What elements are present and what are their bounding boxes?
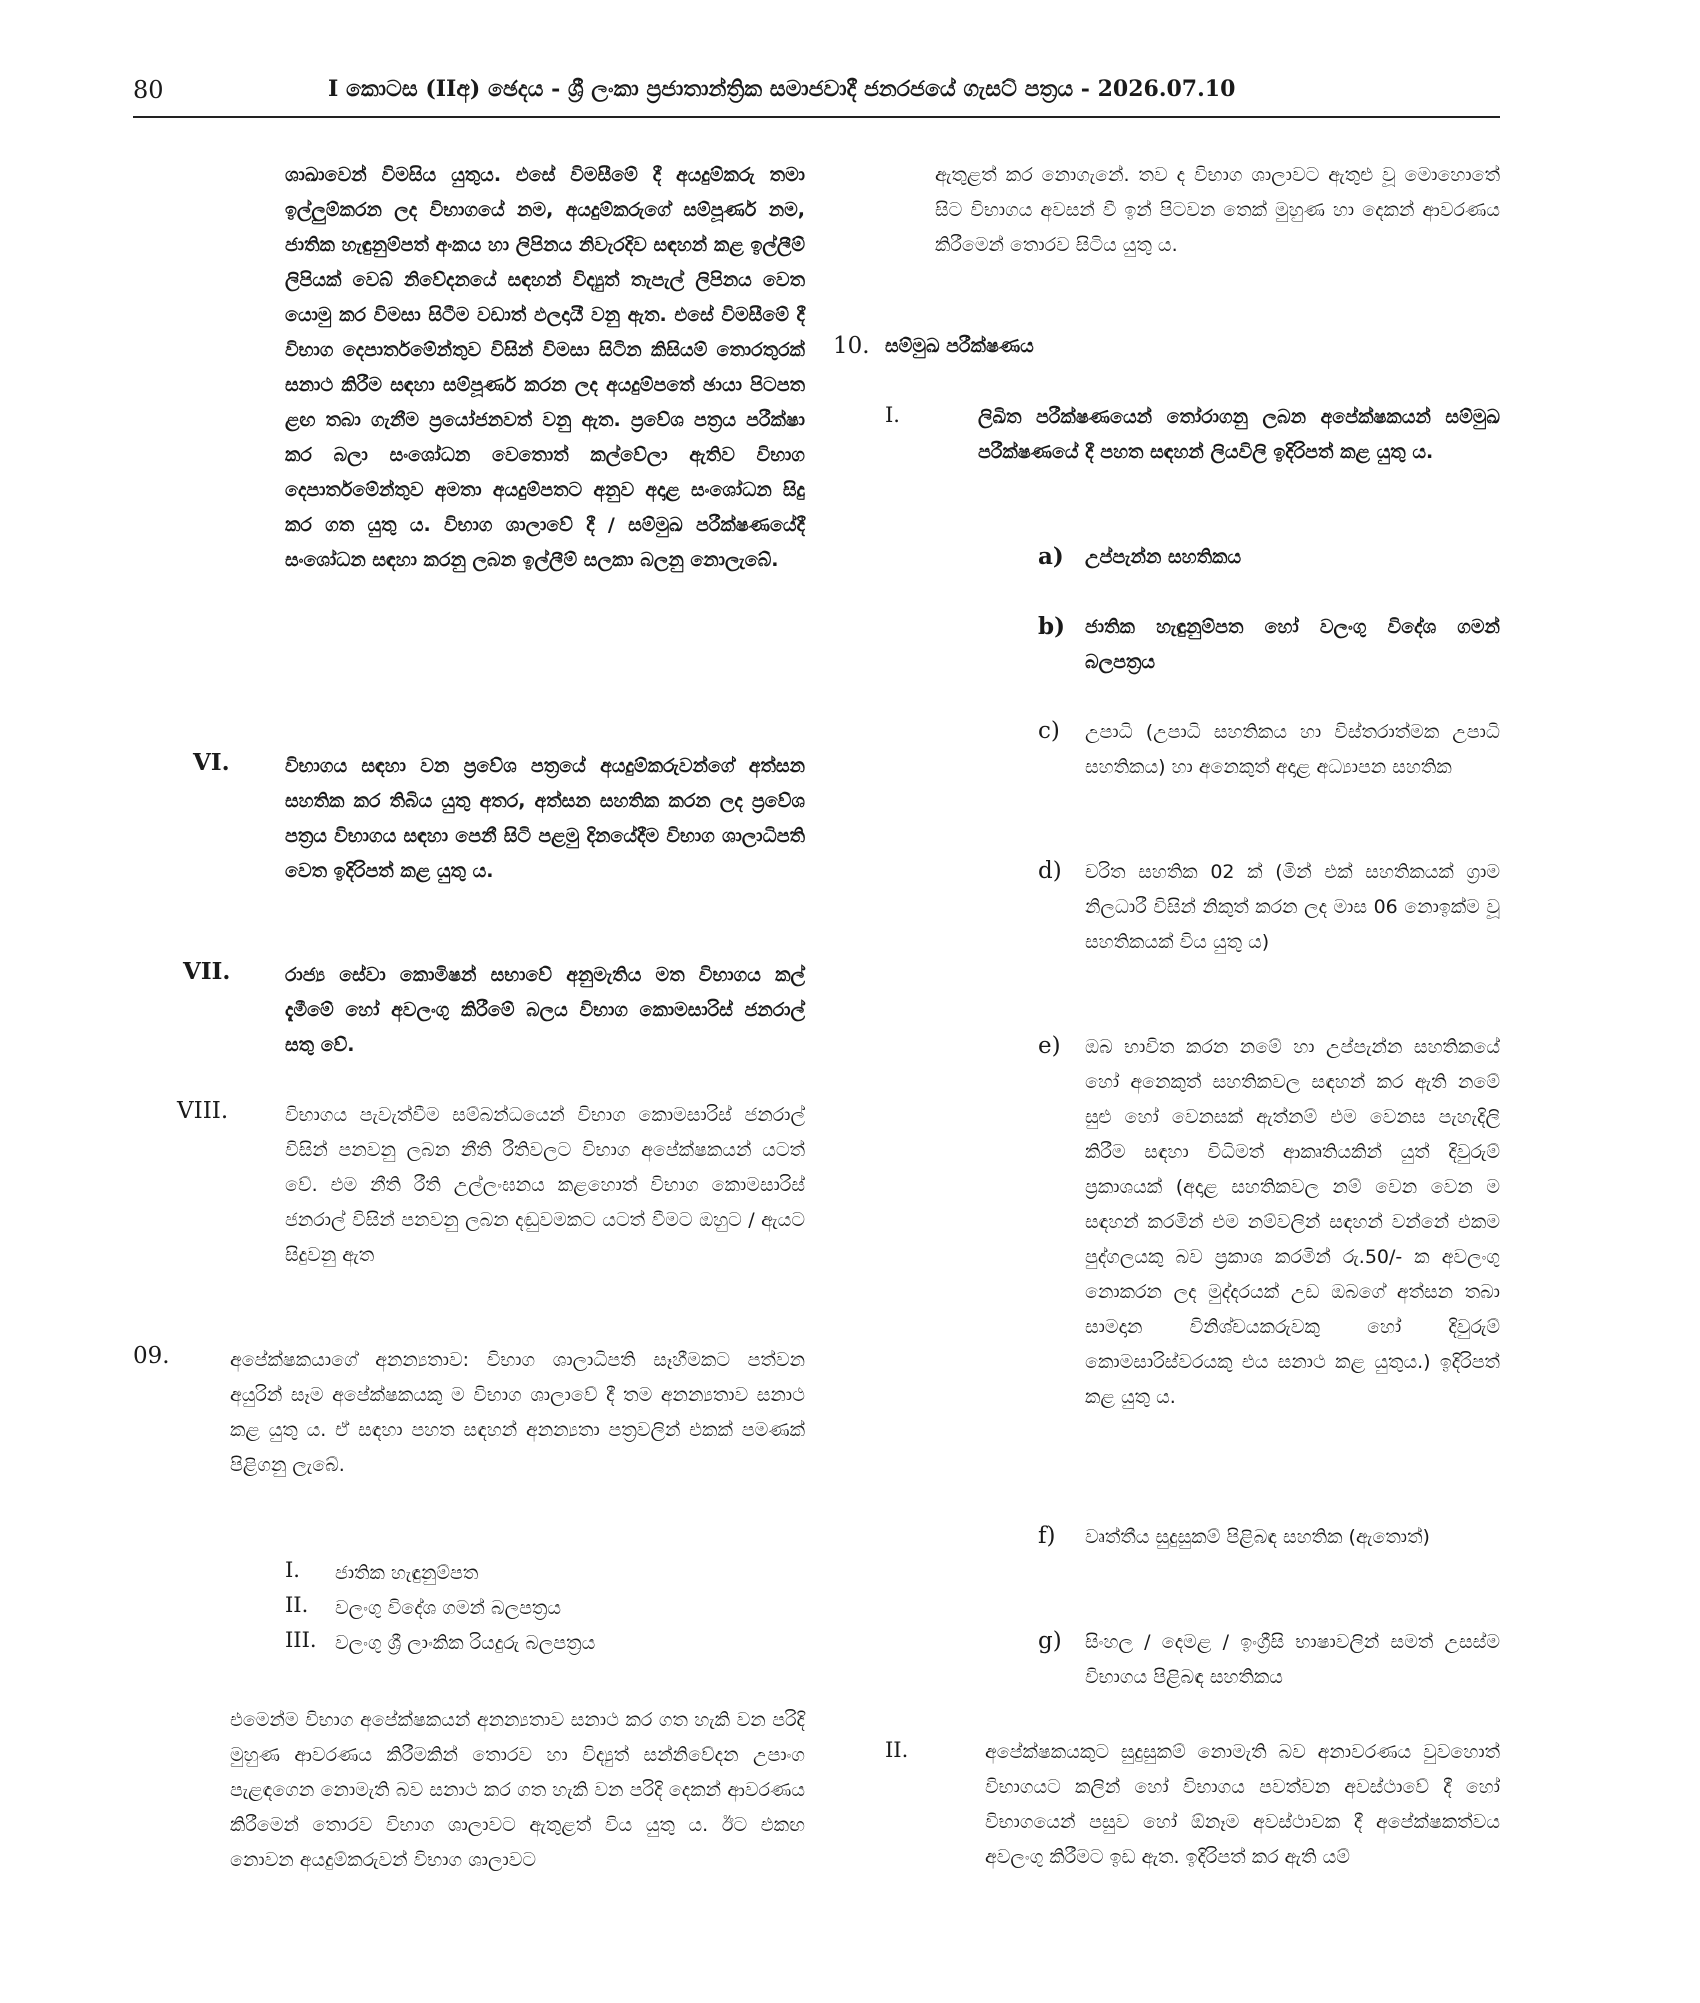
doc-item-label: b) [1038, 613, 1065, 640]
doc-item-text: උපාධි (උපාධි සහතිකය හා විස්තරාත්මක උපාධි සහතිකය) හා අනෙකුත් අදාළ අධ්‍යාපන සහතික [1085, 721, 1500, 778]
doc-item-label: a) [1038, 543, 1064, 570]
section-10-number: 10. [833, 333, 870, 359]
id-list-item: ජාතික හැඳුනුම්පත [335, 1562, 479, 1584]
section-viii-text: විභාගය පැවැත්වීම සම්බන්ධයෙන් විභාග කොමසාරිස් ජනරාල් විසින් පනවනු ලබන නීති රීතිවලට විභාග අපේක්ෂකයන් යටත් වේ. එම නීති රීති උල්ලංඝනය කළහොත් විභාග කොමසාරිස් ජනරාල් විසින් පනවනු ලබන දඬුවමකට යටත් වීමට ඔහුට / ඇයට සිදුවනු ඇත [285, 1104, 805, 1266]
section-viii-number: VIII. [177, 1098, 229, 1124]
section-10-title: සම්මුඛ පරීක්ෂණය [885, 335, 1034, 357]
section-vii-number: VII. [183, 958, 231, 985]
doc-item-label: c) [1038, 718, 1060, 744]
doc-item-label: g) [1038, 1628, 1062, 1654]
section-vii-text: රාජ්‍ය සේවා කොමිෂන් සභාවේ අනුමැතිය මත විභාගය කල් දැමීමේ හෝ අවලංගු කිරීමේ බලය විභාග කොමසාරිස් ජනරාල් සතු වේ. [285, 964, 805, 1056]
subsection-ii-number: II. [885, 1738, 909, 1762]
doc-item-text: වෘත්තීය සුදුසුකම් පිළිබඳ සහතික (ඇතොත්) [1085, 1526, 1430, 1548]
id-list-number: III. [285, 1628, 317, 1652]
doc-item-text: සිංහල / දෙමළ / ඉංග්‍රීසි භාෂාවලින් සමත් උසස්ම විභාගය පිළිබඳ සහතිකය [1085, 1631, 1500, 1688]
doc-item-text: චරිත සහතික 02 ක් (මින් එක් සහතිකයක් ග්‍රාම නිලධාරී විසින් නිකුත් කරන ලද මාස 06 නොඉක්ම වූ සහතිකයක් විය යුතු ය) [1085, 861, 1500, 953]
section-vi-text: විභාගය සඳහා වන ප්‍රවේශ පත්‍රයේ අයදුම්කරුවන්ගේ අත්සන සහතික කර තිබිය යුතු අතර, අත්සන සහතික කරන ලද ප්‍රවේශ පත්‍රය විභාගය සඳහා පෙනී සිටි පළමු දිනයේදීම විභාග ශාලාධිපති වෙත ඉදිරිපත් කළ යුතු ය. [285, 755, 805, 882]
doc-item-text: ඔබ භාවිත කරන නමේ හා උප්පැන්න සහතිකයේ හෝ අනෙකුත් සහතිකවල සඳහන් කර ඇති නමේ සුළු හෝ වෙනසක් ඇත්නම් එම වෙනස පැහැදිලි කිරීම සඳහා විධිමත් ආකෘතියකින් යුත් දිවුරුම් ප්‍රකාශයක් (අදාළ සහතිකවල නම් වෙන වෙන ම සඳහන් කරමින් එම නම්වලින් සඳහන් වන්නේ එකම පුද්ගලයකු බව ප්‍රකාශ කරමින් රු.50/- ක අවලංගු නොකරන ලද මුද්දරයක් උඩ ඔබගේ අත්සන තබා සාමදාන විනිශ්චයකරුවකු හෝ දිවුරුම් කොමසාරිස්වරයකු එය සනාථ කළ යුතුය.) ඉදිරිපත් කළ යුතු ය. [1085, 1036, 1500, 1408]
doc-item-label: d) [1038, 858, 1062, 884]
face-cover-paragraph: එමෙන්ම විභාග අපේක්ෂකයන් අනන්‍යතාව සනාථ කර ගත හැකි වන පරිදි මුහුණ ආවරණය කිරීමකින් තොරව හා විද්‍යුත් සන්නිවේදන උපාංග පැළඳගෙන නොමැති බව සනාථ කර ගත හැකි වන පරිදි දෙකන් ආවරණය කිරීමෙන් තොරව විභාග ශාලාවට ඇතුළත් විය යුතු ය. ඊට එකඟ නොවන අයදුම්කරුවන් විභාග ශාලාවට [230, 1709, 805, 1871]
id-list-number: I. [285, 1558, 300, 1582]
subsection-i-text: ලිඛිත පරීක්ෂණයෙන් තෝරාගනු ලබන අපේක්ෂකයන් සම්මුඛ පරීක්ෂණයේ දී පහත සඳහන් ලියවිලි ඉදිරිපත් කළ යුතු ය. [978, 406, 1500, 463]
id-list-number: II. [285, 1593, 309, 1617]
doc-item-text: ජාතික හැඳුනුම්පත හෝ වලංගු විදේශ ගමන් බලපත්‍රය [1085, 616, 1500, 673]
doc-item-label: f) [1038, 1523, 1056, 1549]
page-number: 80 [133, 76, 164, 104]
section-vi-number: VI. [193, 749, 230, 776]
id-list-item: වලංගු ශ්‍රී ලාංකික රියදුරු බලපත්‍රය [335, 1632, 596, 1654]
doc-item-label: e) [1038, 1033, 1061, 1059]
doc-item-text: උප්පැන්න සහතිකය [1085, 546, 1242, 568]
section-09-text: අපේක්ෂකයාගේ අනන්‍යතාව: විභාග ශාලාධිපති සෑහීමකට පත්වන අයුරින් සෑම අපේක්ෂකයකු ම විභාග ශාලාවේ දී තම අනන්‍යතාව සනාථ කළ යුතු ය. ඒ සඳහා පහත සඳහන් අනන්‍යතා පත්‍රවලින් එකක් පමණක් පිළිගනු ලැබේ. [230, 1349, 805, 1476]
subsection-ii-text: අපේක්ෂකයකුට සුදුසුකම් නොමැති බව අනාවරණය වුවහොත් විභාගයට කලින් හෝ විභාගය පවත්වන අවස්ථාවේ දී හෝ විභාගයෙන් පසුව හෝ ඕනෑම අවස්ථාවක දී අපේක්ෂකත්වය අවලංගු කිරීමට ඉඩ ඇත. ඉදිරිපත් කර ඇති යම් [985, 1741, 1500, 1868]
id-list-item: වලංගු විදේශ ගමන් බලපත්‍රය [335, 1597, 562, 1619]
header-rule [133, 116, 1500, 118]
gazette-header-title: I කොටස (IIඅ) ඡෙදය - ශ්‍රී ලංකා ප්‍රජාතාන්ත්‍රික සමාජවාදී ජනරජයේ ගැසට් පත්‍රය - 2026.07.10 [328, 76, 1236, 102]
section-09-number: 09. [133, 1343, 170, 1369]
continuation-paragraph: ඇතුළත් කර නොගැනේ. තව ද විභාග ශාලාවට ඇතුළු වූ මොහොතේ සිට විභාගය අවසන් වී ඉන් පිටවන තෙක් මුහුණ හා දෙකන් ආවරණය කිරීමෙන් තොරව සිටිය යුතු ය. [935, 164, 1500, 256]
subsection-i-number: I. [885, 403, 900, 427]
intro-paragraph: ශාඛාවෙන් විමසිය යුතුය. එසේ විමසීමේ දී අයදුම්කරු තමා ඉල්ලුම්කරන ලද විභාගයේ නම, අයදුම්කරුගේ සම්පූර්ණ නම, ජාතික හැඳුනුම්පත් අංකය හා ලිපිනය නිවැරදිව සඳහන් කළ ඉල්ලීම් ලිපියක් වෙබ් නිවේදනයේ සඳහන් විද්‍යුත් තැපැල් ලිපිනය වෙත යොමු කර විමසා සිටීම වඩාත් ඵලදායී වනු ඇත. එසේ විමසීමේ දී විභාග දෙපාර්තමේන්තුව විසින් විමසා සිටින කිසියම් තොරතුරක් සනාථ කිරීම සඳහා සම්පූර්ණ කරන ලද අයදුම්පතේ ඡායා පිටපත ළඟ තබා ගැනීම ප්‍රයෝජනවත් වනු ඇත. ප්‍රවේශ පත්‍රය පරීක්ෂා කර බලා සංශෝධන වෙතොත් කල්වේලා ඇතිව විභාග දෙපාර්තමේන්තුව අමතා අයදුම්පතට අනුව අදාළ සංශෝධන සිදු කර ගත යුතු ය. විභාග ශාලාවේ දී / සම්මුඛ පරීක්ෂණයේදී සංශෝධන සඳහා කරනු ලබන ඉල්ලීම් සලකා බලනු නොලැබේ. [285, 164, 805, 571]
